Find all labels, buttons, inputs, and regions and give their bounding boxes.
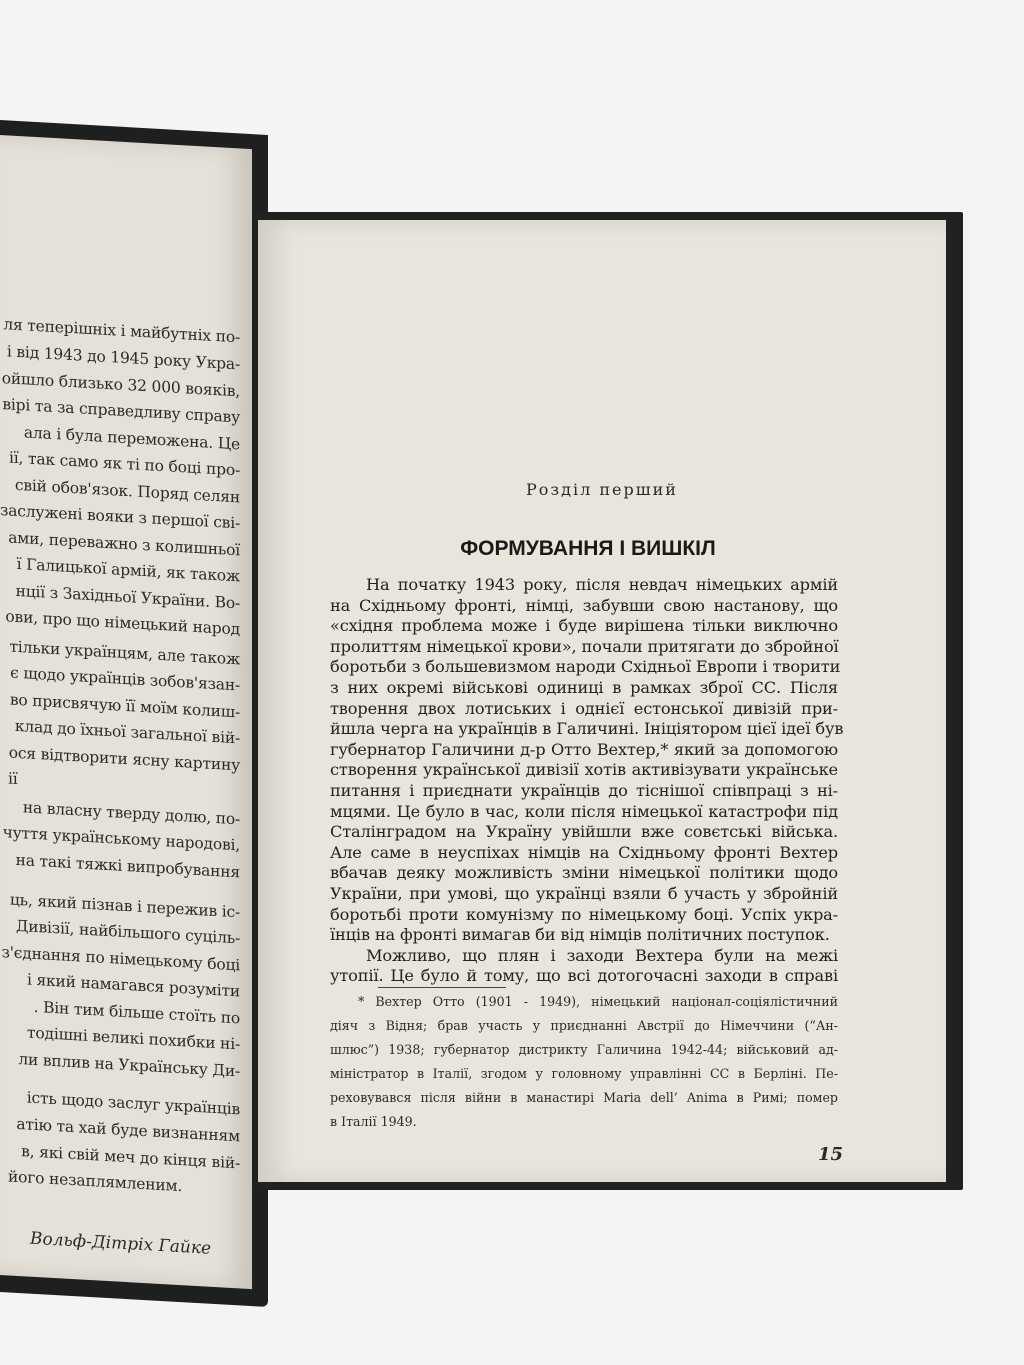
left-page-line: свій обов'язок. Поряд селян: [14, 475, 240, 507]
body-line: мцями. Це було в час, коли після німецької катастрофи під: [330, 801, 838, 821]
footnote-line: * Вехтер Отто (1901 - 1949), німецький націонал-соціялістичний: [358, 994, 838, 1009]
left-page-line: вірі та за справедливу справу: [2, 395, 240, 427]
left-page-line: ли вплив на Українську Ди-: [18, 1050, 240, 1081]
left-page-line: Дивізії, найбільшого суціль-: [15, 916, 240, 948]
right-page: [258, 220, 946, 1182]
left-page-line: з'єднання по німецькому боці: [1, 943, 240, 975]
footnote-line: в Італії 1949.: [330, 1114, 417, 1129]
body-line: боротьбі проти комунізму по німецькому боці. Успіх укра-: [330, 904, 838, 924]
left-page-line: ля теперішніх і майбутніх по-: [3, 315, 240, 347]
body-line: йшла черга на українців в Галичині. Ініціятором цієї ідеї був: [330, 719, 844, 739]
left-page-line: ами, переважно з колишньої: [8, 528, 240, 560]
left-page-line: в, які свій меч до кінця вій-: [21, 1142, 240, 1173]
left-page-line: ість щодо заслуг українців: [26, 1088, 240, 1119]
body-line: Можливо, що плян і заходи Вехтера були на межі: [366, 945, 838, 965]
body-line: питання і приєднати українців до тіснішої співпраці з ні-: [330, 781, 838, 800]
footnote-line: діяч з Відня; брав участь у приєднанні Австрії до Німеччини (“Ан-: [330, 1018, 838, 1033]
chapter-label: Розділ перший: [526, 480, 678, 499]
body-line: губернатор Галичини д-р Отто Вехтер,* який за допомогою: [330, 739, 838, 759]
footnote-divider: [378, 987, 506, 988]
left-page-line: на власну тверду долю, по-: [22, 798, 240, 829]
left-page-line: ови, про що німецький народ: [5, 607, 240, 639]
body-line: Сталінградом на Україну увійшли вже совєтські війська.: [330, 822, 838, 842]
body-line: на Східньому фронті, німці, забувши свою настанову, що: [330, 595, 838, 615]
left-page-line: на такі тяжкі випробування: [15, 850, 240, 882]
left-page-line: клад до їхньої загальної вій-: [14, 716, 240, 748]
left-page-line: ць, який пізнав і пережив іс-: [9, 890, 240, 922]
footnote-line: міністратор в Італії, згодом у головному управлінні СС в Берліні. Пе-: [330, 1066, 838, 1081]
left-page-line: ії, так само як ті по боці про-: [8, 448, 240, 480]
left-page: [0, 135, 252, 1289]
footnote-line: реховувався після війни в манастирі Maria dell’ Anima в Римі; помер: [330, 1090, 838, 1105]
left-page-line: атію та хай буде визнанням: [16, 1114, 240, 1146]
left-page-line: ося відтворити ясну картину: [8, 743, 240, 775]
left-page-line: чуття українському народові,: [2, 823, 240, 855]
left-page-line: заслужені вояки з першої сві-: [0, 500, 240, 533]
body-line: пролиттям німецької крови», почали притягати до збройної: [330, 636, 839, 656]
body-line: творення двох лотиських і однієї естонської дивізій при-: [330, 698, 838, 718]
body-line: «східня проблема може і буде вирішена тільки виключно: [330, 616, 838, 636]
footnote-line: шлюс”) 1938; губернатор дистрикту Галичина 1942-44; військовий ад-: [330, 1042, 838, 1057]
body-line: їнців на фронті вимагав би від німців політичних поступок.: [330, 925, 830, 945]
signature: Вольф-Дітріх Гайке: [30, 1228, 212, 1259]
left-page-line: во присвячую її моїм колиш-: [9, 690, 240, 722]
left-page-line: тільки українцям, але також: [9, 637, 240, 669]
left-page-line: ала і була переможена. Це: [23, 423, 240, 454]
chapter-heading: ФОРМУВАННЯ І ВИШКІЛ: [460, 537, 716, 560]
left-page-line: ойшло близько 32 000 вояків,: [1, 369, 240, 401]
left-page-line: ії: [8, 769, 18, 788]
left-page-line: і від 1943 до 1945 року Укра-: [6, 342, 240, 374]
left-page-line: є щодо українців зобов'язан-: [10, 663, 240, 695]
page-number: 15: [818, 1144, 844, 1165]
body-line: На початку 1943 року, після невдач німецьких армій: [366, 575, 838, 594]
left-page-line: і який намагався розуміти: [26, 970, 240, 1001]
body-line: утопії. Це було й тому, що всі дотогочасні заходи в справі: [330, 966, 838, 986]
left-page-line: ї Галицької армій, як також: [16, 554, 240, 586]
left-page-line: нції з Західньої України. Во-: [15, 581, 240, 613]
left-page-line: . Він тим більше стоїть по: [33, 997, 240, 1028]
body-line: України, при умові, що українці взяли б участь у збройній: [330, 884, 838, 903]
body-line: створення української дивізії хотів активізувати українське: [330, 760, 838, 780]
left-page-line: його незаплямленим.: [8, 1167, 183, 1196]
body-line: вбачав деяку можливість зміни німецької політики щодо: [330, 863, 838, 883]
left-page-line: тодішні великі похибки ні-: [26, 1023, 240, 1054]
body-line: з них окремі військові одиниці в рамках зброї СС. Після: [330, 678, 838, 697]
body-line: Але саме в неуспіхах німців на Східньому фронті Вехтер: [330, 842, 838, 862]
body-line: боротьби з большевизмом народи Східньої Европи і творити: [330, 657, 841, 677]
